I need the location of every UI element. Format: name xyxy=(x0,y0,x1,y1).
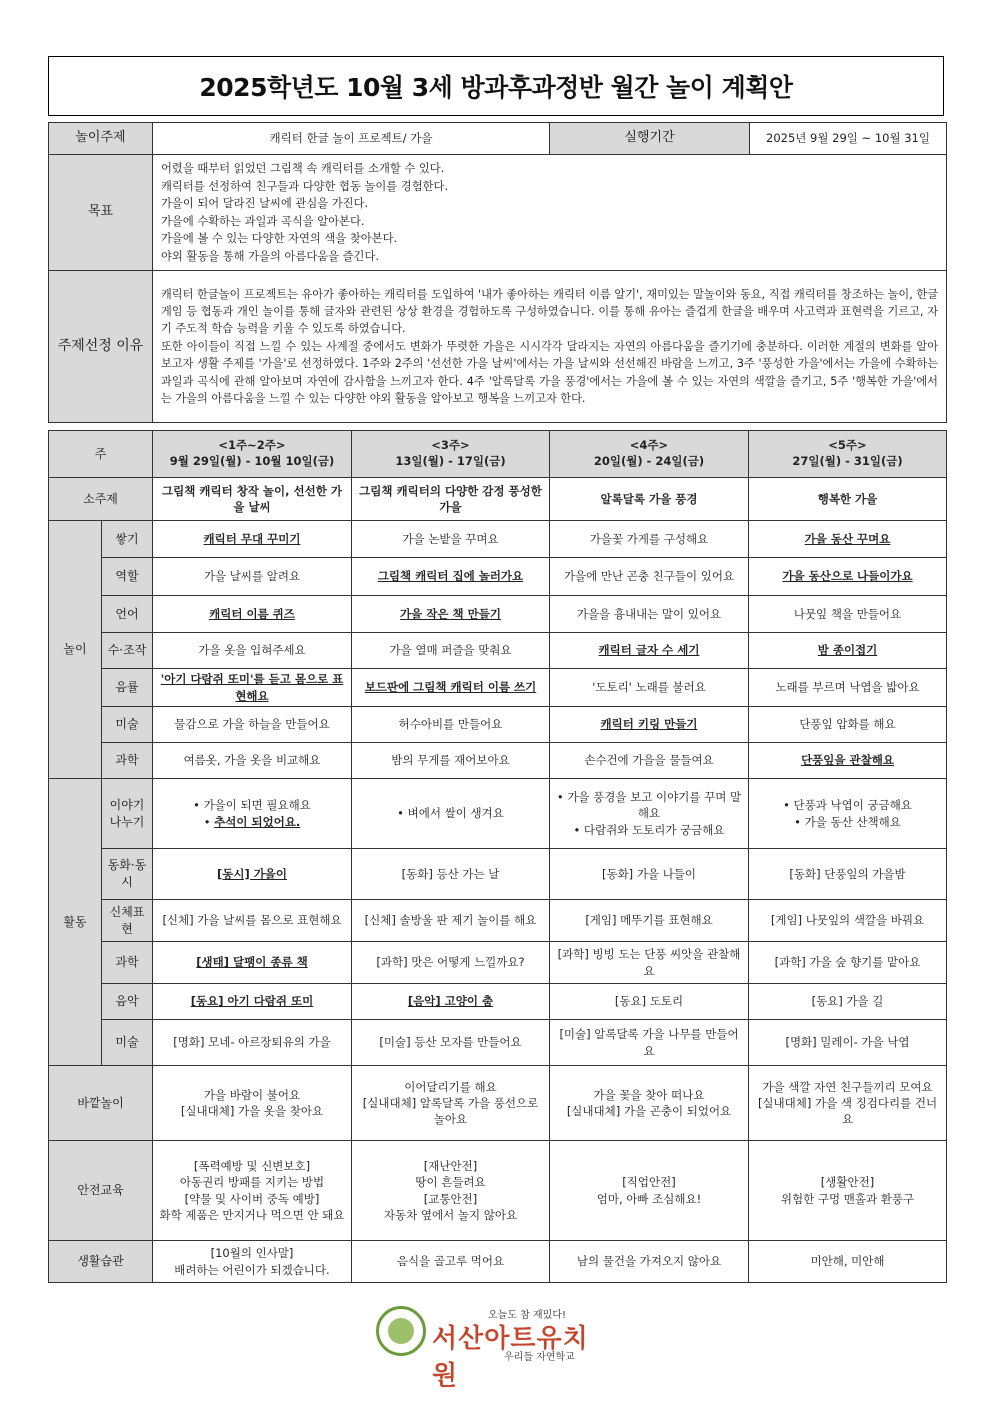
safety-cell: [재난안전] 땅이 흔들려요 [교통안전] 자동차 옆에서 놀지 않아요 xyxy=(352,1141,550,1241)
activity-cell: [동요] 아기 다람쥐 또미 xyxy=(153,984,352,1020)
play-cell: 단풍잎 압화를 해요 xyxy=(749,707,947,743)
row-label: 언어 xyxy=(102,596,153,633)
play-cell: 가을에 만난 곤충 친구들이 있어요 xyxy=(550,558,749,596)
outdoor-cell: 이어달리기를 해요 [실내대체] 알록달록 가을 풍선으로 놀아요 xyxy=(352,1066,550,1141)
activity-cell: [과학] 맛은 어떻게 느낄까요? xyxy=(352,942,550,984)
row-label: 과학 xyxy=(102,942,153,984)
week-header: <1주~2주> 9월 29일(월) - 10월 10일(금) xyxy=(153,431,352,478)
activity-cell: [동화] 가을 나들이 xyxy=(550,849,749,900)
activity-cell: [동요] 가을 길 xyxy=(749,984,947,1020)
week-header: <3주> 13일(월) - 17일(금) xyxy=(352,431,550,478)
play-cell: 가을 작은 책 만들기 xyxy=(352,596,550,633)
play-cell: 캐릭터 키링 만들기 xyxy=(550,707,749,743)
outdoor-cell: 가을 꽃을 찾아 떠나요 [실내대체] 가을 곤충이 되었어요 xyxy=(550,1066,749,1141)
habit-cell: 음식을 골고루 먹어요 xyxy=(352,1241,550,1283)
activity-cell: [동화] 등산 가는 날 xyxy=(352,849,550,900)
play-cell: 손수건에 가을을 물들여요 xyxy=(550,743,749,779)
goal-item: 캐릭터를 선정하여 친구들과 다양한 협동 놀이를 경험한다. xyxy=(161,179,449,193)
story-cell: • 가을이 되면 필요해요 • 추석이 되었어요. xyxy=(153,779,352,849)
play-cell: 가을을 흉내내는 말이 있어요 xyxy=(550,596,749,633)
row-label: 이야기 나누기 xyxy=(102,779,153,849)
goals-cell xyxy=(153,155,947,271)
safety-cell: [폭력예방 및 신변보호] 아동권리 방패를 지키는 방법 [약물 및 사이버 중독 예방] 화학 제품은 만지거나 먹으면 안 돼요 xyxy=(153,1141,352,1241)
row-label: 신체표현 xyxy=(102,900,153,942)
logo-name: 서산아트유치원 xyxy=(432,1324,589,1391)
goal-item: 가을에 수확하는 과일과 곡식을 알아본다. xyxy=(161,214,365,228)
subtheme-cell: 알록달록 가을 풍경 xyxy=(550,478,749,521)
story-cell: • 가을 풍경을 보고 이야기를 꾸며 말해요 • 다람쥐와 도토리가 궁금해요 xyxy=(550,779,749,849)
info-table xyxy=(48,122,947,423)
play-cell: 물감으로 가을 하늘을 만들어요 xyxy=(153,707,352,743)
activity-cell: [게임] 나뭇잎의 색깔을 바꿔요 xyxy=(749,900,947,942)
play-cell: 여름옷, 가을 옷을 비교해요 xyxy=(153,743,352,779)
activity-cell: [동시] 가을이 xyxy=(153,849,352,900)
play-cell: 노래를 부르며 낙엽을 밟아요 xyxy=(749,669,947,707)
play-cell: 보드판에 그림책 캐릭터 이름 쓰기 xyxy=(352,669,550,707)
play-cell: '아기 다람쥐 또미'를 듣고 몸으로 표현해요 xyxy=(153,669,352,707)
activity-cell: [미술] 알록달록 가을 나무를 만들어요 xyxy=(550,1020,749,1066)
week-header: <5주> 27일(월) - 31일(금) xyxy=(749,431,947,478)
logo-emblem-icon xyxy=(376,1306,426,1356)
outdoor-cell: 가을 바람이 불어요 [실내대체] 가을 옷을 찾아요 xyxy=(153,1066,352,1141)
reason-paragraph: 캐릭터 한글놀이 프로젝트는 유아가 좋아하는 캐릭터를 도입하여 '내가 좋아하는 캐릭터 이름 알기', 재미있는 말놀이와 동요, 직접 캐릭터를 창조하는 놀이, 한글 게임 등 협동과 개인 놀이를 통해 글자와 관련된 상상 환경을 경험하도록 구성하였습니다. 이를 통해 유아는 즐겁게 한글을 배우며 사고력과 표현력을 기르고, 자기 주도적 학습 능력을 키울 수 있도록 하였습니다. xyxy=(161,287,938,336)
activity-label: 활동 xyxy=(49,779,102,1066)
play-label: 놀이 xyxy=(49,521,102,779)
play-cell: 가을 날씨를 알려요 xyxy=(153,558,352,596)
goals-label: 목표 xyxy=(49,155,153,271)
row-label: 미술 xyxy=(102,1020,153,1066)
play-cell: 그림책 캐릭터 집에 놀러가요 xyxy=(352,558,550,596)
play-cell: 나뭇잎 책을 만들어요 xyxy=(749,596,947,633)
activity-cell: [미술] 등산 모자를 만들어요 xyxy=(352,1020,550,1066)
row-label: 음악 xyxy=(102,984,153,1020)
play-cell: 허수아비를 만들어요 xyxy=(352,707,550,743)
activity-cell: [명화] 밀레이- 가을 낙엽 xyxy=(749,1020,947,1066)
play-cell: 가을 논밭을 꾸며요 xyxy=(352,521,550,558)
subtheme-cell: 그림책 캐릭터의 다양한 감정 풍성한 가을 xyxy=(352,478,550,521)
period-value: 2025년 9월 29일 ~ 10월 31일 xyxy=(750,123,947,155)
activity-cell: [생태] 달팽이 종류 책 xyxy=(153,942,352,984)
story-cell: • 벼에서 쌀이 생겨요 xyxy=(352,779,550,849)
reason-paragraph: 또한 아이들이 직접 느낄 수 있는 사계절 중에서도 변화가 뚜렷한 가을은 시시각각 달라지는 자연의 아름다움을 즐기기에 충분하다. 이러한 계절의 변화를 알아보고자 생활 주제를 '가을'로 선정하였다. 1주와 2주의 '선선한 가을 날씨'에서는 가을 날씨와 선선해진 바람을 느끼고, 3주 '풍성한 가을'에서는 가을에 수확하는 과일과 곡식에 관해 알아보며 자연에 감사함을 느끼고자 한다. 4주 '알록달록 가을 풍경'에서는 가을에 볼 수 있는 자연의 색깔을 즐기고, 5주 '행복한 가을'에서는 가을의 아름다움을 느낄 수 있는 다양한 야외 활동을 알아보고 행복을 느끼고자 한다. xyxy=(161,339,938,405)
logo-tagline-bottom: 우리들 자연학교 xyxy=(504,1352,575,1363)
theme-label: 놀이주제 xyxy=(49,123,153,155)
play-cell: 가을 열매 퍼즐을 맞춰요 xyxy=(352,633,550,669)
reason-label: 주제선정 이유 xyxy=(49,271,153,423)
activity-cell: [동요] 도토리 xyxy=(550,984,749,1020)
week-header: <4주> 20일(월) - 24일(금) xyxy=(550,431,749,478)
play-cell: 캐릭터 이름 퀴즈 xyxy=(153,596,352,633)
safety-cell: [생활안전] 위험한 구멍 맨홀과 환풍구 xyxy=(749,1141,947,1241)
goal-item: 가을이 되어 달라진 날씨에 관심을 가진다. xyxy=(161,197,369,210)
play-cell: 단풍잎을 관찰해요 xyxy=(749,743,947,779)
goal-item: 어렸을 때부터 읽었던 그림책 속 캐릭터를 소개할 수 있다. xyxy=(161,162,445,175)
outdoor-label: 바깥놀이 xyxy=(49,1066,153,1141)
subtheme-cell: 그림책 캐릭터 창작 놀이, 선선한 가을 날씨 xyxy=(153,478,352,521)
row-label: 동화·동시 xyxy=(102,849,153,900)
play-cell: 캐릭터 글자 수 세기 xyxy=(550,633,749,669)
activity-cell: [게임] 메뚜기를 표현해요 xyxy=(550,900,749,942)
habit-cell: 남의 물건을 가져오지 않아요 xyxy=(550,1241,749,1283)
play-cell: 밤의 무게를 재어보아요 xyxy=(352,743,550,779)
activity-cell: [과학] 빙빙 도는 단풍 씨앗을 관찰해요 xyxy=(550,942,749,984)
reason-cell xyxy=(153,271,947,423)
row-label: 미술 xyxy=(102,707,153,743)
row-label: 수·조작 xyxy=(102,633,153,669)
title-box xyxy=(48,56,944,116)
play-cell: 밤 종이접기 xyxy=(749,633,947,669)
page-title: 2025학년도 10월 3세 방과후과정반 월간 놀이 계획안 xyxy=(199,73,793,102)
activity-cell: [신체] 가을 날씨를 몸으로 표현해요 xyxy=(153,900,352,942)
week-label: 주 xyxy=(49,431,153,478)
play-cell: 가을 옷을 입혀주세요 xyxy=(153,633,352,669)
logo-tagline-top: 오늘도 참 재밌다! xyxy=(488,1310,566,1321)
goal-item: 야외 활동을 통해 가을의 아름다움을 즐긴다. xyxy=(161,249,379,263)
row-label: 과학 xyxy=(102,743,153,779)
activity-cell: [명화] 모네- 아르장퇴유의 가을 xyxy=(153,1020,352,1066)
activity-cell: [과학] 가을 숲 향기를 맡아요 xyxy=(749,942,947,984)
theme-value: 캐릭터 한글 놀이 프로젝트/ 가을 xyxy=(153,123,550,155)
safety-cell: [직업안전] 엄마, 아빠 조심해요! xyxy=(550,1141,749,1241)
habit-label: 생활습관 xyxy=(49,1241,153,1283)
activity-cell: [신체] 솔방울 판 제기 놀이를 해요 xyxy=(352,900,550,942)
play-cell: 캐릭터 무대 꾸미기 xyxy=(153,521,352,558)
play-cell: 가을 동산으로 나들이가요 xyxy=(749,558,947,596)
plan-table xyxy=(48,430,947,1283)
subtheme-cell: 행복한 가을 xyxy=(749,478,947,521)
habit-cell: [10월의 인사말] 배려하는 어린이가 되겠습니다. xyxy=(153,1241,352,1283)
play-cell: 가을 동산 꾸며요 xyxy=(749,521,947,558)
activity-cell: [음악] 고양이 춤 xyxy=(352,984,550,1020)
kindergarten-logo xyxy=(376,1306,606,1391)
play-cell: 가을꽃 가게를 구성해요 xyxy=(550,521,749,558)
outdoor-cell: 가을 색깔 자연 친구들끼리 모여요 [실내대체] 가을 색 징검다리를 건너요 xyxy=(749,1066,947,1141)
subtheme-label: 소주제 xyxy=(49,478,153,521)
habit-cell: 미안해, 미안해 xyxy=(749,1241,947,1283)
row-label: 쌓기 xyxy=(102,521,153,558)
activity-cell: [동화] 단풍잎의 가을밤 xyxy=(749,849,947,900)
row-label: 역할 xyxy=(102,558,153,596)
goal-item: 가을에 볼 수 있는 다양한 자연의 색을 찾아본다. xyxy=(161,232,398,245)
safety-label: 안전교육 xyxy=(49,1141,153,1241)
story-cell: • 단풍과 낙엽이 궁금해요 • 가을 동산 산책해요 xyxy=(749,779,947,849)
row-label: 음률 xyxy=(102,669,153,707)
period-label: 실행기간 xyxy=(550,123,750,155)
play-cell: '도토리' 노래를 불러요 xyxy=(550,669,749,707)
